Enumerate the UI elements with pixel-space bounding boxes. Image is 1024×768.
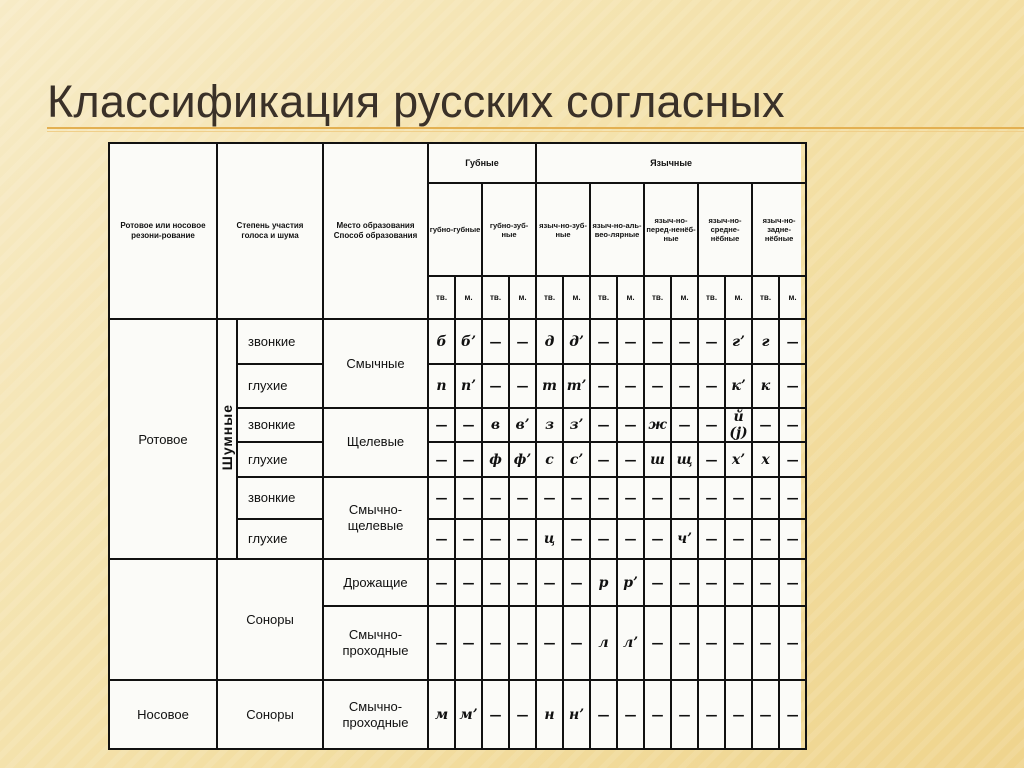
consonant-cell: — <box>482 364 509 408</box>
consonant-cell: — <box>671 477 698 519</box>
consonant-cell: — <box>644 319 671 363</box>
consonant-cell: — <box>779 680 806 749</box>
consonant-cell: л’ <box>617 606 644 681</box>
consonant-cell: — <box>752 680 779 749</box>
place-alveolar: языч-но-аль-вео-лярные <box>590 183 644 276</box>
consonant-cell: — <box>671 319 698 363</box>
header-lingual: Язычные <box>536 143 806 183</box>
consonant-cell: — <box>509 559 536 605</box>
consonant-cell: з’ <box>563 408 590 442</box>
label-voiced-stop: звонкие <box>237 319 323 363</box>
header-soft: м. <box>455 276 482 319</box>
consonant-cell: г’ <box>725 319 752 363</box>
consonant-cell: — <box>725 477 752 519</box>
consonant-cell: — <box>779 519 806 559</box>
consonant-cell: — <box>482 477 509 519</box>
consonant-cell: — <box>536 559 563 605</box>
consonant-cell: — <box>428 559 455 605</box>
consonant-table-wrapper <box>108 142 801 750</box>
consonant-cell: х <box>752 442 779 476</box>
consonant-cell: — <box>590 364 617 408</box>
label-sonorants-oral: Соноры <box>217 559 323 680</box>
label-nasal-manner: Смычно-проходные <box>323 680 428 749</box>
consonant-cell: — <box>698 606 725 681</box>
consonant-cell: р’ <box>617 559 644 605</box>
consonant-cell: — <box>590 442 617 476</box>
label-voiceless-fricative: глухие <box>237 442 323 476</box>
consonant-cell: — <box>779 364 806 408</box>
consonant-cell: т’ <box>563 364 590 408</box>
title-underline <box>47 127 1024 129</box>
consonant-cell: — <box>509 680 536 749</box>
header-hard: тв. <box>698 276 725 319</box>
consonant-cell: — <box>563 477 590 519</box>
consonant-cell: ф’ <box>509 442 536 476</box>
consonant-cell: — <box>482 519 509 559</box>
consonant-cell: — <box>482 606 509 681</box>
consonant-cell: н’ <box>563 680 590 749</box>
place-labiodental: губно-зуб-ные <box>482 183 536 276</box>
consonant-cell: — <box>482 319 509 363</box>
header-place-manner: Место образования Способ образования <box>323 143 428 319</box>
consonant-cell: — <box>698 519 725 559</box>
label-trills: Дрожащие <box>323 559 428 605</box>
consonant-cell: н <box>536 680 563 749</box>
header-soft: м. <box>509 276 536 319</box>
place-midpalatal: языч-но-средне-нёбные <box>698 183 752 276</box>
consonant-cell: — <box>698 680 725 749</box>
consonant-cell: к <box>752 364 779 408</box>
consonant-cell: — <box>752 606 779 681</box>
consonant-cell: ц <box>536 519 563 559</box>
consonant-cell: д’ <box>563 319 590 363</box>
consonant-cell: — <box>455 442 482 476</box>
header-hard: тв. <box>644 276 671 319</box>
header-hard: тв. <box>482 276 509 319</box>
label-nasal: Носовое <box>109 680 217 749</box>
consonant-cell: — <box>698 442 725 476</box>
consonant-cell: — <box>698 559 725 605</box>
consonant-cell: — <box>698 477 725 519</box>
consonant-cell: — <box>671 559 698 605</box>
consonant-cell: — <box>671 364 698 408</box>
consonant-cell: — <box>725 606 752 681</box>
consonant-cell: — <box>509 319 536 363</box>
consonant-cell: — <box>590 477 617 519</box>
label-sonorants-nasal: Соноры <box>217 680 323 749</box>
consonant-cell: ч’ <box>671 519 698 559</box>
consonant-cell: — <box>617 319 644 363</box>
header-hard: тв. <box>590 276 617 319</box>
consonant-cell: — <box>455 519 482 559</box>
header-voice-noise: Степень участия голоса и шума <box>217 143 323 319</box>
consonant-cell: — <box>563 606 590 681</box>
place-dental: языч-но-зуб-ные <box>536 183 590 276</box>
consonant-cell: — <box>428 477 455 519</box>
header-hard: тв. <box>536 276 563 319</box>
consonant-cell: — <box>644 477 671 519</box>
consonant-cell: — <box>536 477 563 519</box>
label-voiceless-stop: глухие <box>237 364 323 408</box>
label-affricates: Смычно-щелевые <box>323 477 428 560</box>
consonant-cell: — <box>644 559 671 605</box>
consonant-cell: — <box>617 477 644 519</box>
consonant-cell: — <box>563 559 590 605</box>
consonant-cell: п’ <box>455 364 482 408</box>
label-empty-oral-sonor <box>109 559 217 680</box>
consonant-cell: р <box>590 559 617 605</box>
consonant-cell: м’ <box>455 680 482 749</box>
consonant-cell: б <box>428 319 455 363</box>
consonant-cell: с <box>536 442 563 476</box>
consonant-cell: в’ <box>509 408 536 442</box>
consonant-cell: ш <box>644 442 671 476</box>
consonant-cell: — <box>590 680 617 749</box>
header-resonance: Ротовое или носовое резони-рование <box>109 143 217 319</box>
consonant-cell: — <box>644 606 671 681</box>
consonant-classification-table <box>108 142 807 750</box>
consonant-cell: щ <box>671 442 698 476</box>
place-prepalatal: языч-но-перед-ненёб-ные <box>644 183 698 276</box>
consonant-cell: — <box>644 519 671 559</box>
consonant-cell: г <box>752 319 779 363</box>
consonant-cell: — <box>617 364 644 408</box>
consonant-cell: — <box>779 442 806 476</box>
title-underline-shadow <box>47 131 1024 132</box>
consonant-cell: — <box>644 680 671 749</box>
slide-title: Классификация русских согласных <box>47 76 785 127</box>
consonant-cell: — <box>617 519 644 559</box>
label-voiced-fricative: звонкие <box>237 408 323 442</box>
consonant-cell: — <box>779 319 806 363</box>
label-oral: Ротовое <box>109 319 217 559</box>
consonant-cell: — <box>428 442 455 476</box>
consonant-cell: п <box>428 364 455 408</box>
header-hard: тв. <box>752 276 779 319</box>
consonant-cell: — <box>509 606 536 681</box>
label-fricatives: Щелевые <box>323 408 428 477</box>
place-postpalatal: языч-но-задне-нёбные <box>752 183 806 276</box>
consonant-cell: — <box>428 408 455 442</box>
consonant-cell: — <box>455 477 482 519</box>
consonant-cell: л <box>590 606 617 681</box>
consonant-cell: — <box>752 477 779 519</box>
header-soft: м. <box>725 276 752 319</box>
label-noisy-cell <box>217 319 237 559</box>
consonant-cell: ж <box>644 408 671 442</box>
consonant-cell: с’ <box>563 442 590 476</box>
consonant-cell: — <box>590 519 617 559</box>
header-labial: Губные <box>428 143 536 183</box>
consonant-cell: — <box>752 559 779 605</box>
consonant-cell: — <box>455 559 482 605</box>
consonant-cell: — <box>725 559 752 605</box>
consonant-cell: — <box>509 477 536 519</box>
header-soft: м. <box>563 276 590 319</box>
header-soft: м. <box>671 276 698 319</box>
consonant-cell: — <box>509 519 536 559</box>
consonant-cell: — <box>590 319 617 363</box>
consonant-cell: — <box>779 477 806 519</box>
consonant-cell: — <box>779 606 806 681</box>
consonant-cell: з <box>536 408 563 442</box>
consonant-cell: — <box>725 519 752 559</box>
consonant-cell: — <box>536 606 563 681</box>
consonant-cell: — <box>671 680 698 749</box>
consonant-cell: в <box>482 408 509 442</box>
consonant-cell: — <box>698 364 725 408</box>
consonant-cell: — <box>752 519 779 559</box>
consonant-cell: б’ <box>455 319 482 363</box>
consonant-cell: — <box>617 408 644 442</box>
consonant-cell: — <box>428 519 455 559</box>
header-soft: м. <box>779 276 806 319</box>
consonant-cell: — <box>482 680 509 749</box>
label-noisy: Шумные <box>219 403 235 471</box>
consonant-cell: й (j) <box>725 408 752 442</box>
consonant-cell: х’ <box>725 442 752 476</box>
consonant-cell: т <box>536 364 563 408</box>
header-hard: тв. <box>428 276 455 319</box>
consonant-cell: — <box>482 559 509 605</box>
consonant-cell: м <box>428 680 455 749</box>
consonant-cell: — <box>752 408 779 442</box>
label-voiced-affricate: звонкие <box>237 477 323 519</box>
consonant-cell: — <box>698 319 725 363</box>
consonant-cell: — <box>725 680 752 749</box>
consonant-cell: — <box>779 408 806 442</box>
label-laterals: Смычно-проходные <box>323 606 428 681</box>
consonant-cell: — <box>455 408 482 442</box>
consonant-cell: — <box>590 408 617 442</box>
consonant-cell: — <box>428 606 455 681</box>
consonant-cell: — <box>644 364 671 408</box>
consonant-cell: — <box>455 606 482 681</box>
consonant-cell: — <box>779 559 806 605</box>
consonant-cell: — <box>671 606 698 681</box>
consonant-cell: к’ <box>725 364 752 408</box>
consonant-cell: ф <box>482 442 509 476</box>
consonant-cell: — <box>698 408 725 442</box>
label-voiceless-affricate: глухие <box>237 519 323 559</box>
consonant-cell: — <box>563 519 590 559</box>
consonant-cell: д <box>536 319 563 363</box>
consonant-cell: — <box>617 680 644 749</box>
consonant-cell: — <box>617 442 644 476</box>
consonant-cell: — <box>509 364 536 408</box>
consonant-cell: — <box>671 408 698 442</box>
place-bilabial: губно-губные <box>428 183 482 276</box>
label-stops: Смычные <box>323 319 428 408</box>
header-soft: м. <box>617 276 644 319</box>
